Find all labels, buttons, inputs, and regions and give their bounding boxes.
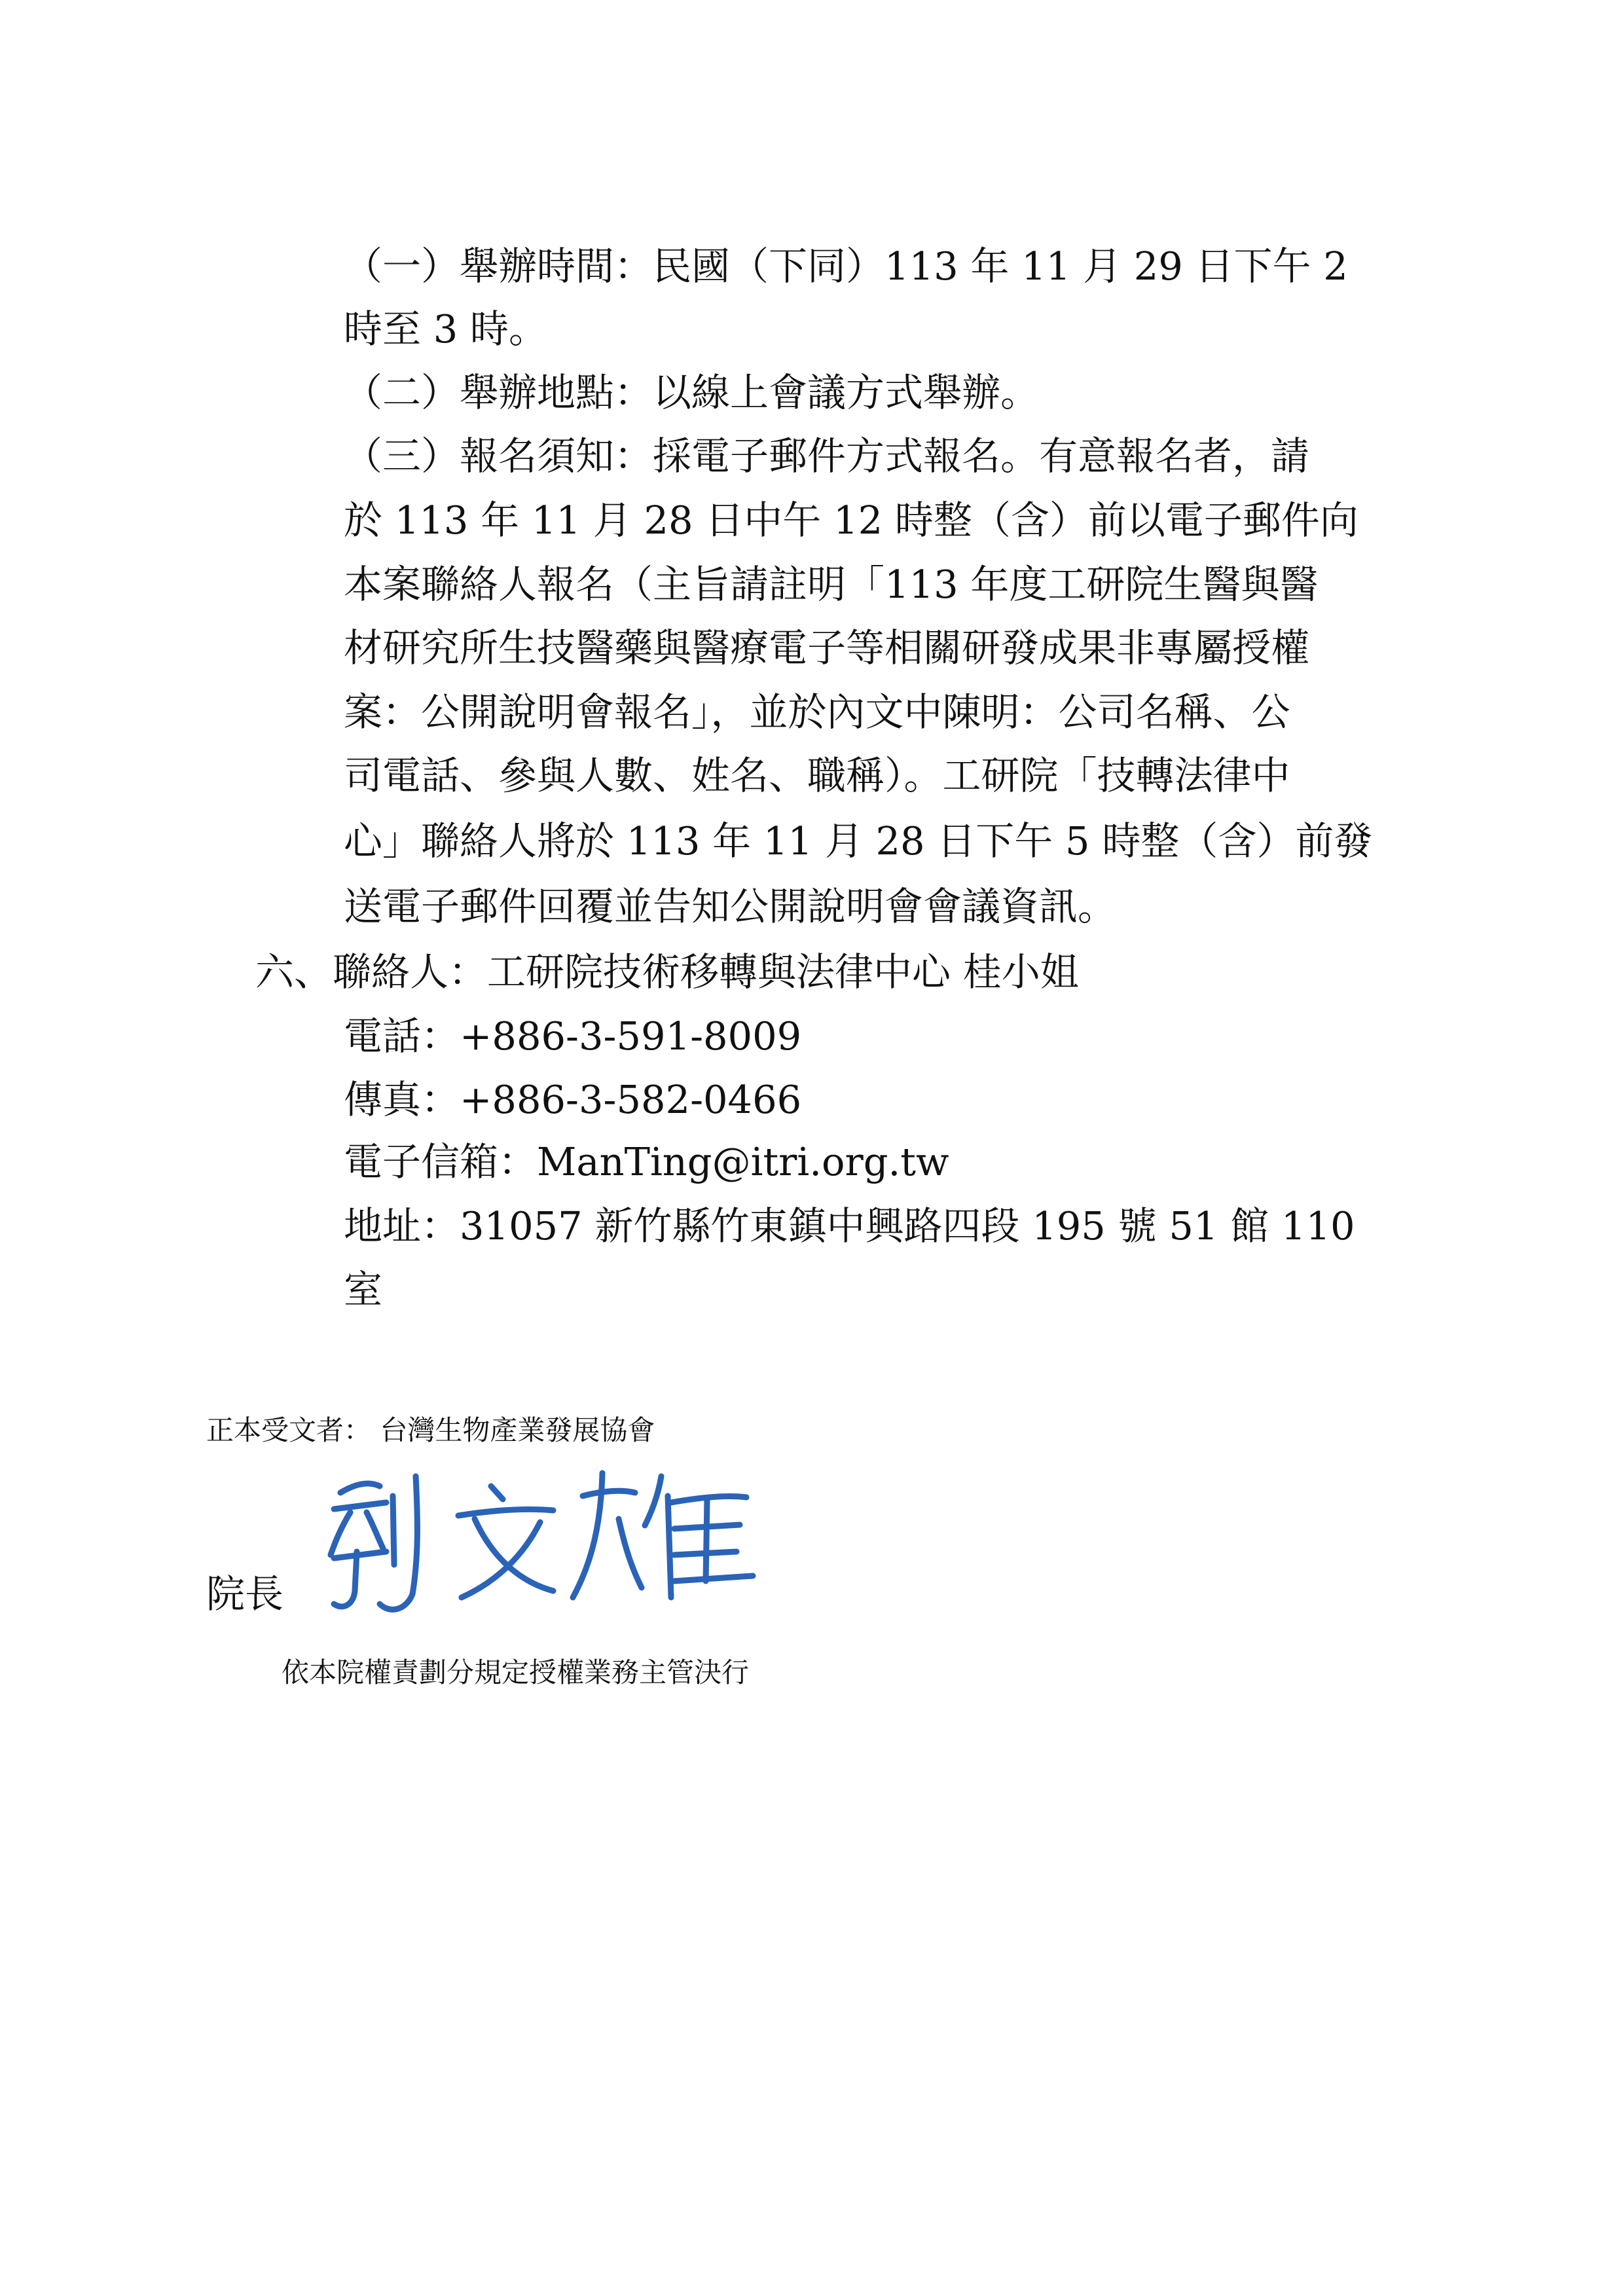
- registration-line-6: 司電話、參與人數、姓名、職稱）。工研院「技轉法律中: [344, 753, 1290, 798]
- contact-address-line-2: 室: [344, 1267, 383, 1312]
- signature-image: [295, 1457, 792, 1627]
- recipient-line: 正本受文者： 台灣生物產業發展協會: [206, 1414, 655, 1446]
- contact-fax: 傳真：+886-3-582-0466: [344, 1077, 802, 1122]
- session-time-line-1: （一）舉辦時間：民國（下同）113 年 11 月 29 日下午 2: [344, 244, 1348, 289]
- registration-line-7: 心」聯絡人將於 113 年 11 月 28 日下午 5 時整（含）前發: [344, 818, 1373, 864]
- registration-line-2: 於 113 年 11 月 28 日中午 12 時整（含）前以電子郵件向: [344, 498, 1359, 543]
- registration-line-8: 送電子郵件回覆並告知公開說明會會議資訊。: [344, 884, 1117, 929]
- registration-line-3: 本案聯絡人報名（主旨請註明「113 年度工研院生醫與醫: [344, 562, 1319, 607]
- contact-phone: 電話：+886-3-591-8009: [344, 1013, 802, 1059]
- registration-line-4: 材研究所生技醫藥與醫療電子等相關研發成果非專屬授權: [344, 625, 1310, 670]
- session-location: （二）舉辦地點：以線上會議方式舉辦。: [344, 370, 1040, 415]
- registration-line-5: 案：公開說明會報名」，並於內文中陳明：公司名稱、公: [344, 689, 1290, 735]
- signatory-title: 院長: [206, 1571, 284, 1616]
- session-time-line-2: 時至 3 時。: [344, 306, 548, 352]
- contact-heading: 六、聯絡人：工研院技術移轉與法律中心 桂小姐: [255, 949, 1079, 994]
- contact-address-line-1: 地址：31057 新竹縣竹東鎮中興路四段 195 號 51 館 110: [344, 1203, 1355, 1248]
- delegation-note: 依本院權責劃分規定授權業務主管決行: [282, 1656, 750, 1688]
- contact-email[interactable]: 電子信箱：ManTing@itri.org.tw: [344, 1139, 949, 1184]
- registration-line-1: （三）報名須知：採電子郵件方式報名。有意報名者，請: [344, 433, 1310, 479]
